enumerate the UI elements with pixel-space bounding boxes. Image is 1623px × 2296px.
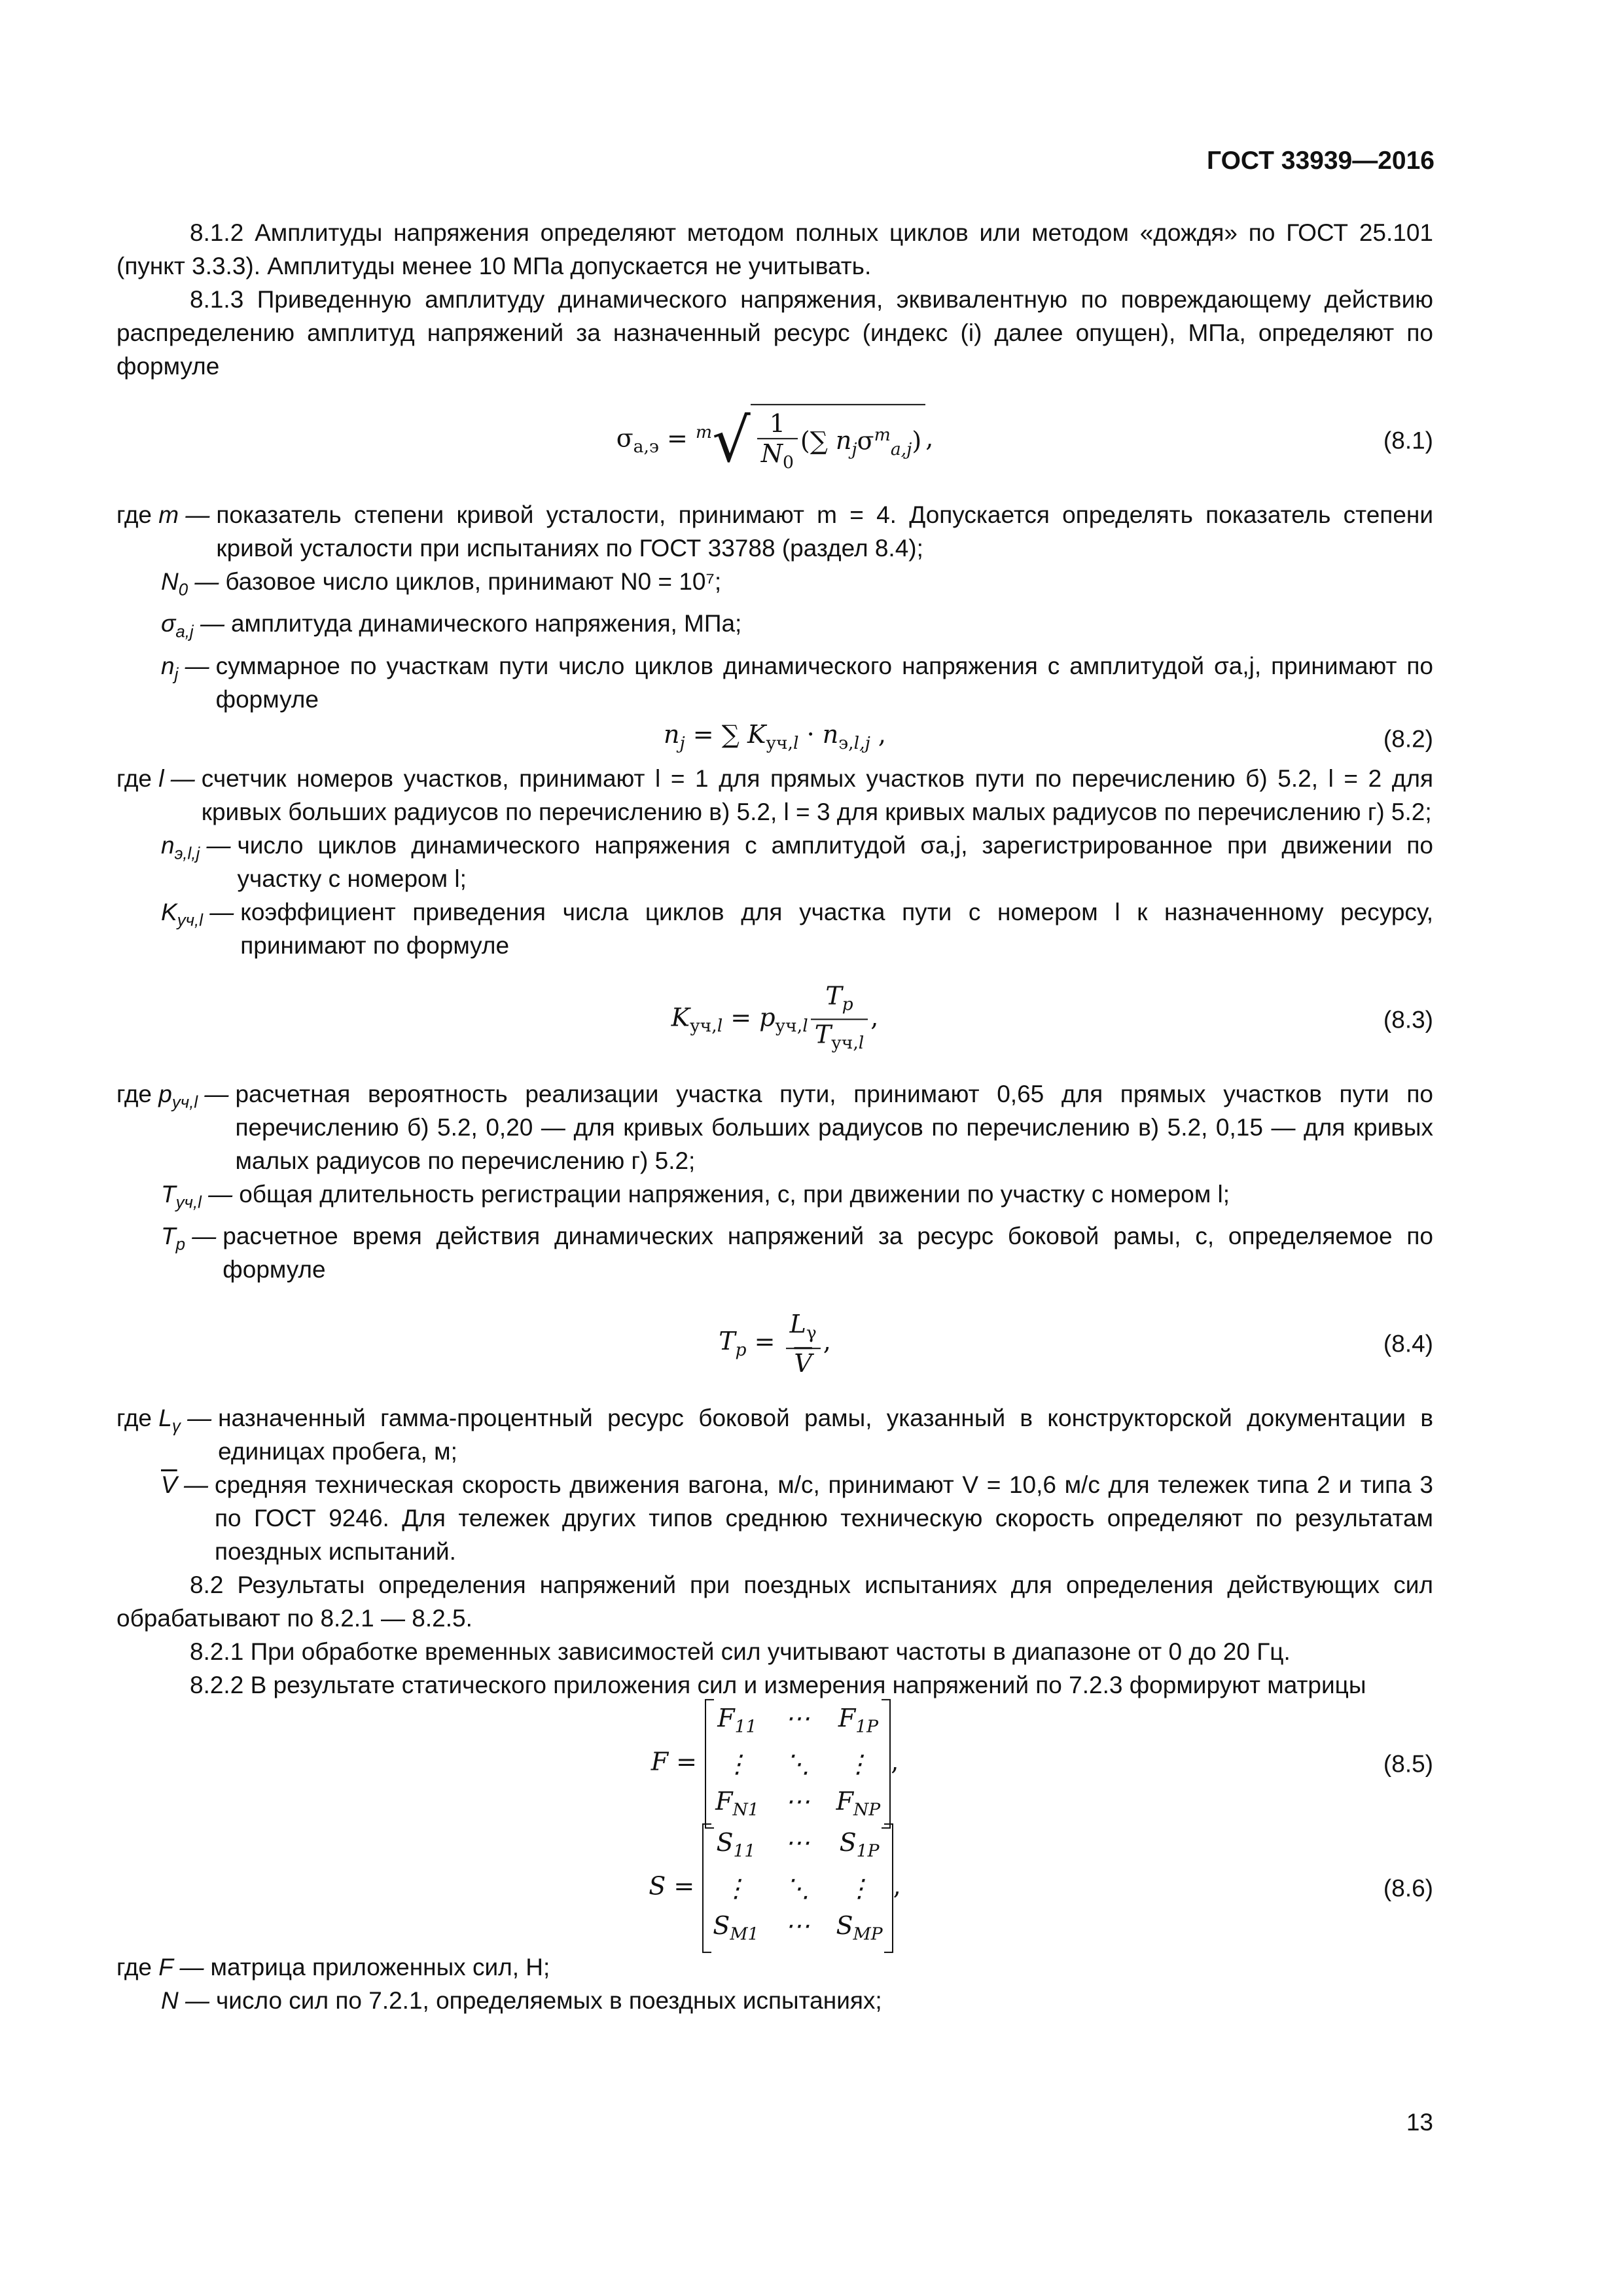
equation-number: (8.5): [1383, 1750, 1433, 1778]
equation-number: (8.1): [1383, 427, 1433, 454]
definition-K: $K_{уч,l}$ — коэффициент приведения числа циклов для участка пути с номером l к назначенному ресурсу, принимают по формуле: [161, 898, 1433, 959]
formula-8-6: S = $S_{11}$ ⋯ $S_{1P}$ ⋮ ⋱ ⋮ $S_{M1}$ ⋯ $S_{MP}$ ,: [116, 1823, 1433, 1953]
equation-8-2: [116, 716, 1433, 762]
definition-L: где $L_\gamma$ — назначенный гамма-процентный ресурс боковой рамы, указанный в конструкторской документации в единицах пробега, м;: [116, 1405, 1433, 1465]
definition-nelj: $n_{э,l,j}$ — число циклов динамического напряжения с амплитудой σa,j, зарегистрированное при движении по участку с номером l;: [161, 831, 1433, 892]
paragraph-8-1-2: 8.1.2 Амплитуды напряжения определяют методом полных циклов или методом «дождя» по ГОСТ 25.101 (пункт 3.3.3). Амплитуды менее 10 МПа допускается не учитывать.: [116, 219, 1433, 279]
paragraph-8-2-1: 8.2.1 При обработке временных зависимостей сил учитывают частоты в диапазоне от 0 до 20 Гц.: [190, 1638, 1291, 1666]
definition-Tp: $T_p$ — расчетное время действия динамических напряжений за ресурс боковой рамы, с, определяемое по формуле: [161, 1223, 1433, 1283]
formula-8-1: $\sigma_{а,э} = ^m√$ $\frac{1}{N_0}$ (∑ $n_j\sigma^m_{a,j}$) ,: [116, 404, 1433, 477]
equation-number: (8.6): [1383, 1874, 1433, 1902]
formula-8-2: $n_j$ = ∑ $K_{уч,l} \cdot n_{э,l,j}$ ,: [663, 719, 887, 753]
equation-number: (8.2): [1383, 725, 1433, 753]
definition-sigma: $\sigma_{a,j}$ — амплитуда динамического напряжения, МПа;: [161, 610, 742, 641]
equation-8-5: [116, 1702, 1433, 1826]
definition-nj: $n_j$ — суммарное по участкам пути число циклов динамического напряжения с амплитудой σa,j, принимают по формуле: [161, 652, 1433, 713]
page-number: 13: [1406, 2109, 1433, 2136]
paragraph-8-2-2: 8.2.2 В результате статического приложения сил и измерения напряжений по 7.2.3 формируют матрицы: [190, 1672, 1366, 1699]
equation-number: (8.3): [1383, 1006, 1433, 1033]
formula-8-5: F = $F_{11}$ ⋯ $F_{1P}$ ⋮ ⋱ ⋮ $F_{N1}$ ⋯ $F_{NP}$ ,: [116, 1699, 1433, 1829]
matrix-S: $S_{11}$ ⋯ $S_{1P}$ ⋮ ⋱ ⋮ $S_{M1}$ ⋯ $S_{MP}$: [702, 1823, 893, 1953]
formula-8-3: $K_{уч,l} = p_{уч,l}$ $\frac{T_p}{T_{уч,l}}$ ,: [671, 981, 879, 1054]
paragraph-8-1-3: 8.1.3 Приведенную амплитуду динамического напряжения, эквивалентную по повреждающему действию распределению амплитуд напряжений за назначенный ресурс (индекс (i) далее опущен), МПа, определяют по формуле: [116, 286, 1433, 380]
equation-8-4: [116, 1286, 1433, 1401]
definition-F: где F — матрица приложенных сил, Н;: [116, 1954, 550, 1981]
equation-number: (8.4): [1383, 1330, 1433, 1357]
document-body: [116, 216, 1433, 2017]
definition-p: где $p_{уч,l}$ — расчетная вероятность реализации участка пути, принимают 0,65 для прямых участков пути по перечислению б) 5.2, 0,20 — для кривых больших радиусов по перечислению в) 5.2, 0,15 — для кривых малых радиусов по перечислению г) 5.2;: [116, 1080, 1433, 1174]
definition-V: $\overline{V}$ — средняя техническая скорость движения вагона, м/с, принимают V = 10,6 м/с для тележек типа 2 и типа 3 по ГОСТ 9246. Для тележек других типов среднюю техническую скорость определяют по результатам поездных испытаний.: [161, 1471, 1433, 1566]
paragraph-8-2: 8.2 Результаты определения напряжений при поездных испытаниях для определения действующих сил обрабатывают по 8.2.1 — 8.2.5.: [116, 1571, 1433, 1632]
definition-l: где l — счетчик номеров участков, принимают l = 1 для прямых участков пути по перечислению б) 5.2, l = 2 для кривых больших радиусов по перечислению в) 5.2, l = 3 для кривых малых радиусов по перечислению г) 5.2;: [116, 764, 1433, 825]
equation-8-3: [116, 962, 1433, 1077]
equation-8-1: [116, 383, 1433, 498]
definition-T: $T_{уч,l}$ — общая длительность регистрации напряжения, с, при движении по участку с номером l;: [161, 1180, 1230, 1212]
document-header: ГОСТ 33939—2016: [1207, 147, 1435, 175]
formula-8-4: $T_p$ = $\frac{L_\gamma}{V}$ ,: [719, 1310, 831, 1378]
definition-N0: $N_0$ — базовое число циклов, принимают N0 = 10⁷;: [161, 568, 722, 600]
equation-8-6: [116, 1826, 1433, 1950]
matrix-F: $F_{11}$ ⋯ $F_{1P}$ ⋮ ⋱ ⋮ $F_{N1}$ ⋯ $F_{NP}$: [705, 1699, 891, 1829]
definition-m: где m — показатель степени кривой усталости, принимают m = 4. Допускается определять показатель степени кривой усталости при испытаниях по ГОСТ 33788 (раздел 8.4);: [116, 501, 1433, 562]
definition-N: N — число сил по 7.2.1, определяемых в поездных испытаниях;: [161, 1987, 882, 2015]
